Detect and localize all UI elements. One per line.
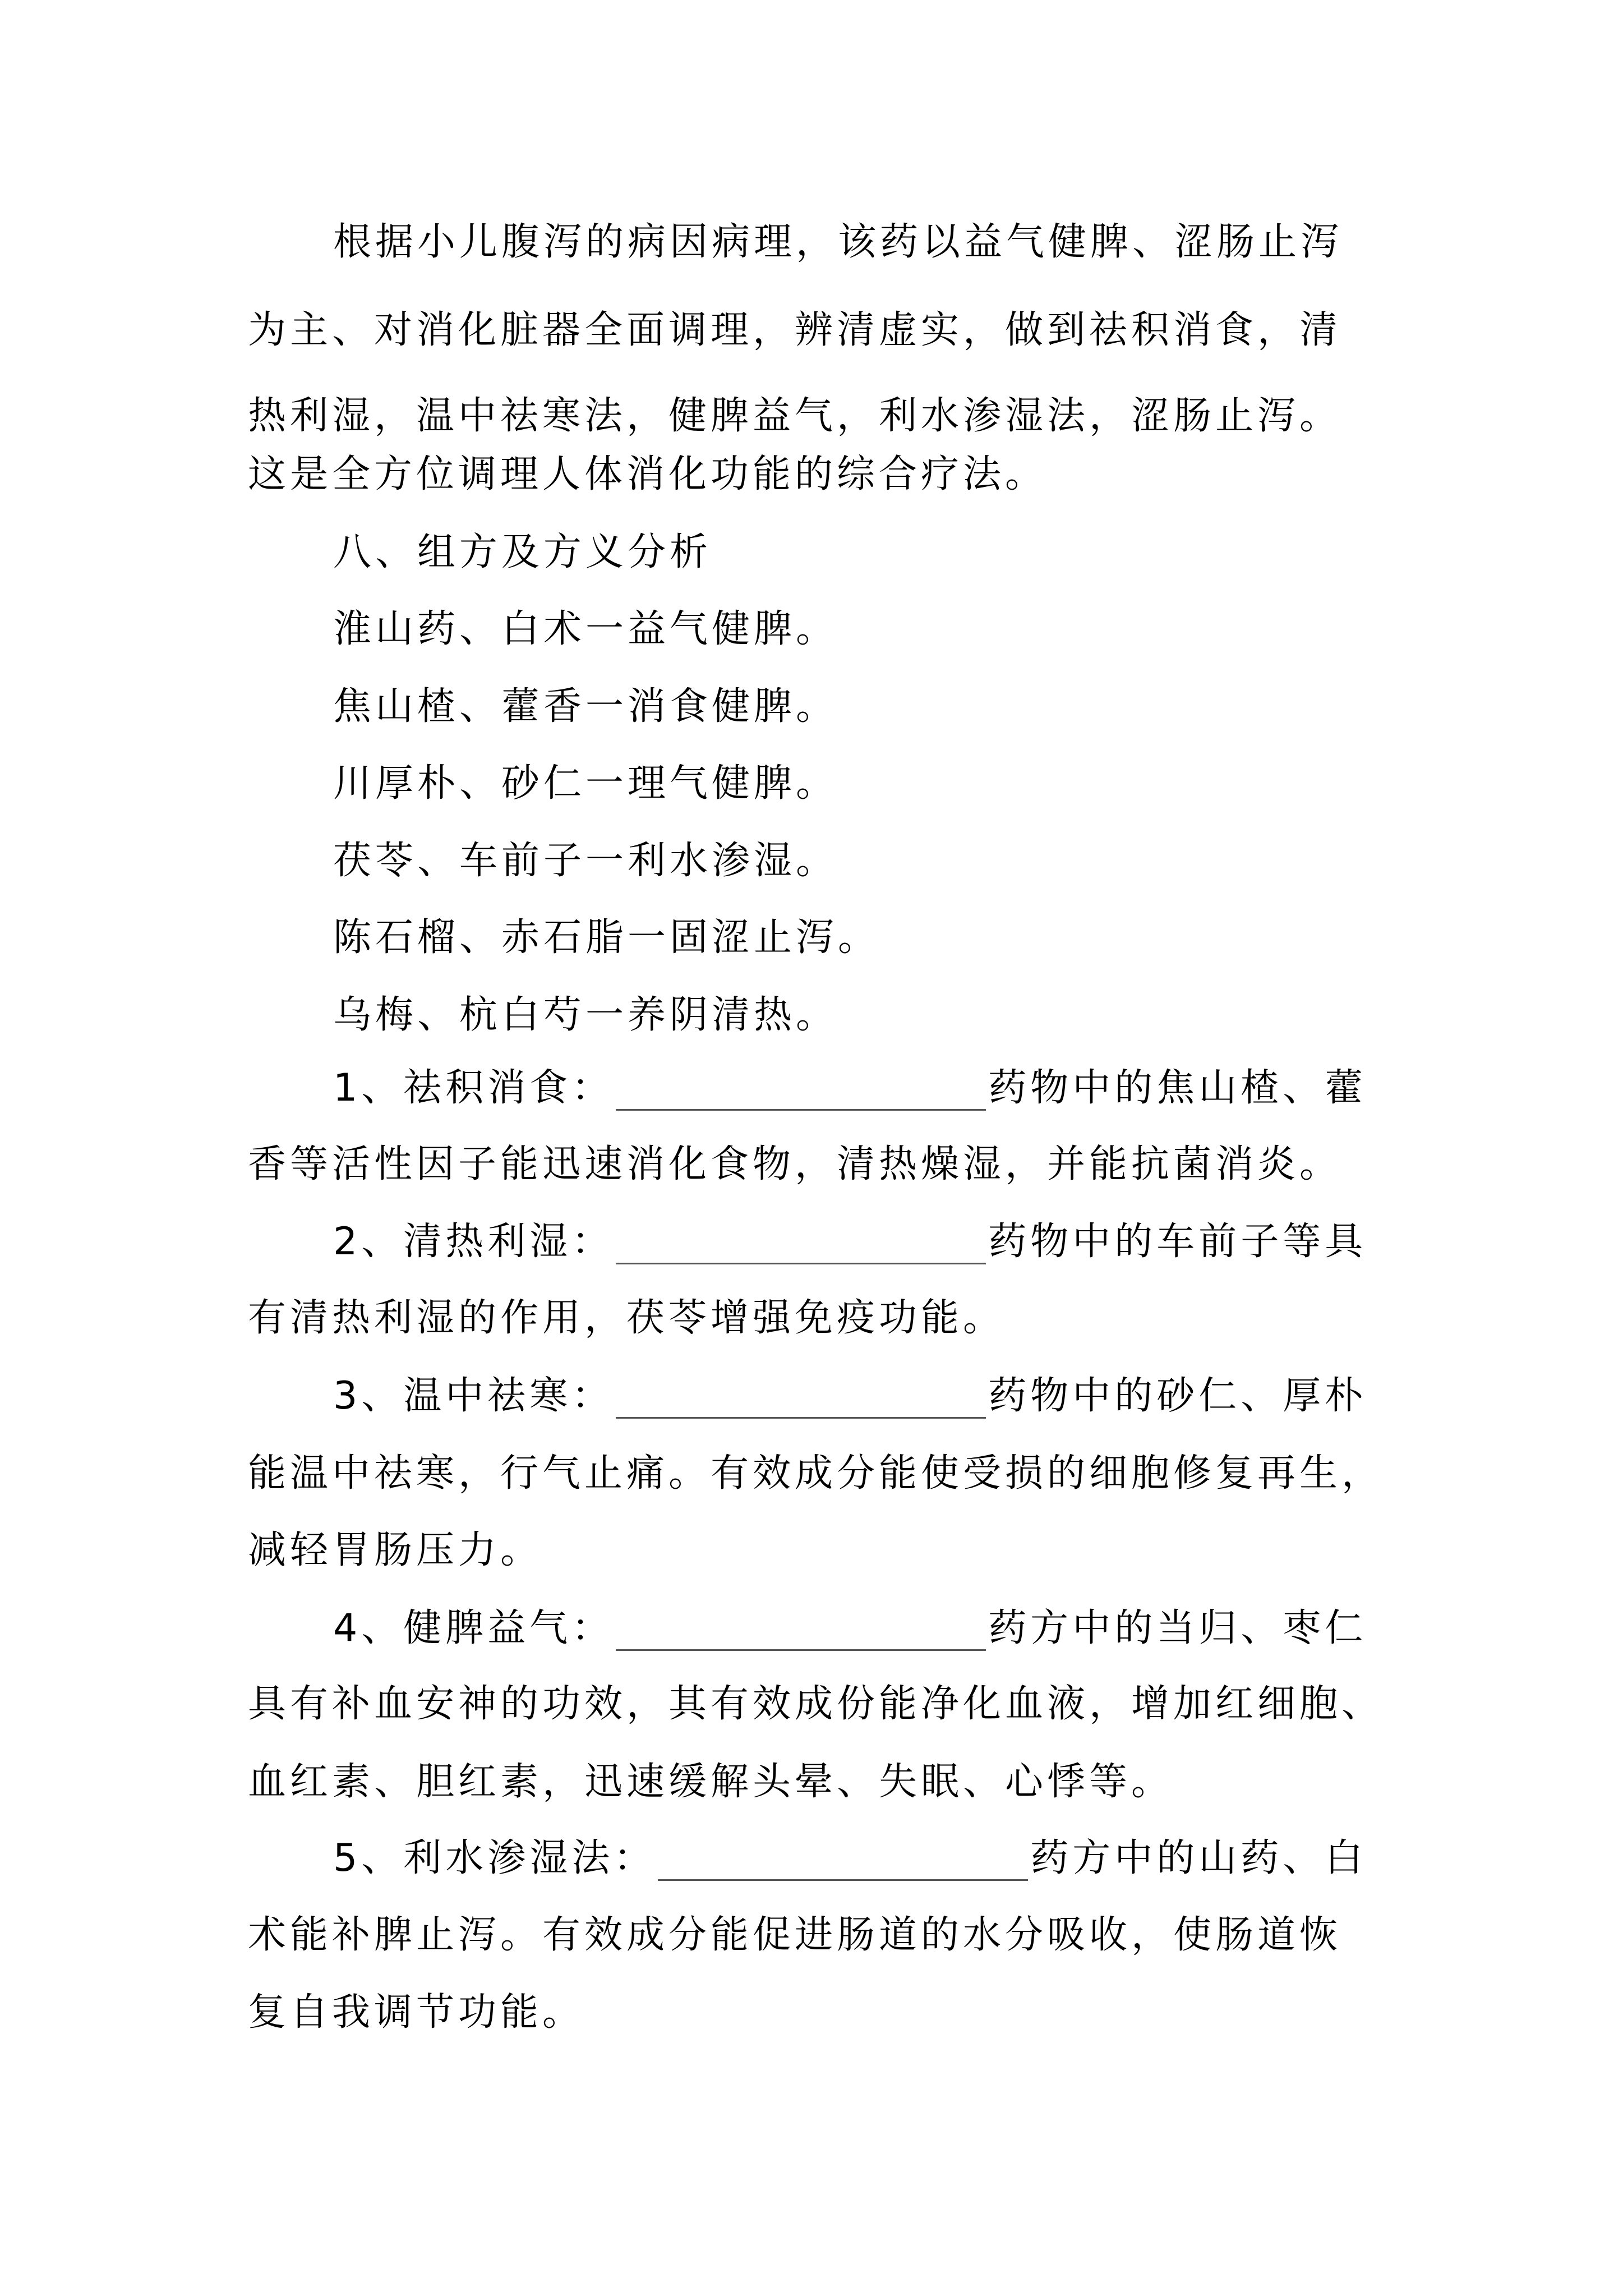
item-3-label: 3、温中祛寒： [333, 1374, 614, 1418]
item-3-line-3: 减轻胃肠压力。 [248, 1528, 543, 1572]
intro-line-1: 根据小儿腹泻的病因病理，该药以益气健脾、涩肠止泻 [333, 220, 1343, 264]
fill-in-blank [658, 1846, 1028, 1881]
item-3-first-tail: 药物中的砂仁、厚朴 [988, 1374, 1367, 1418]
item-1-first-tail: 药物中的焦山楂、藿 [988, 1066, 1367, 1110]
formula-line-2: 焦山楂、藿香一消食健脾。 [333, 684, 838, 729]
fill-in-blank [616, 1383, 986, 1419]
intro-line-2: 为主、对消化脏器全面调理，辨清虚实，做到祛积消食，清 [248, 308, 1342, 352]
formula-line-3: 川厚朴、砂仁一理气健脾。 [333, 761, 838, 806]
item-5-first-tail: 药方中的山药、白 [1030, 1836, 1367, 1880]
item-2-line-2: 有清热利湿的作用，茯苓增强免疫功能。 [248, 1296, 1006, 1340]
item-3-line-2: 能温中祛寒，行气止痛。有效成分能使受损的细胞修复再生， [248, 1451, 1384, 1496]
item-2-first-line [333, 1220, 1367, 1264]
formula-line-6: 乌梅、杭白芍一养阴清热。 [333, 993, 838, 1037]
item-4-line-3: 血红素、胆红素，迅速缓解头晕、失眠、心悸等。 [248, 1760, 1174, 1804]
item-3-first-line [333, 1374, 1367, 1419]
item-2-label: 2、清热利湿： [333, 1220, 614, 1264]
item-1-line-2: 香等活性因子能迅速消化食物，清热燥湿，并能抗菌消炎。 [248, 1142, 1342, 1186]
formula-line-1: 淮山药、白术一益气健脾。 [333, 607, 838, 651]
item-5-first-line [333, 1836, 1367, 1881]
item-5-line-2: 术能补脾止泻。有效成分能促进肠道的水分吸收，使肠道恢 [248, 1913, 1342, 1957]
item-4-first-tail: 药方中的当归、枣仁 [988, 1606, 1367, 1650]
item-4-first-line [333, 1606, 1367, 1651]
formula-line-4: 茯苓、车前子一利水渗湿。 [333, 839, 838, 883]
fill-in-blank [616, 1075, 986, 1111]
intro-line-4: 这是全方位调理人体消化功能的综合疗法。 [248, 452, 1048, 496]
fill-in-blank [616, 1229, 986, 1264]
section-heading: 八、组方及方义分析 [333, 530, 712, 574]
item-2-first-tail: 药物中的车前子等具 [988, 1220, 1367, 1264]
intro-line-3: 热利湿，温中祛寒法，健脾益气，利水渗湿法，涩肠止泻。 [248, 394, 1342, 438]
formula-line-5: 陈石榴、赤石脂一固涩止泻。 [333, 915, 880, 960]
fill-in-blank [616, 1616, 986, 1651]
item-5-label: 5、利水渗湿法： [333, 1836, 656, 1880]
item-5-line-3: 复自我调节功能。 [248, 1990, 585, 2035]
item-1-first-line [333, 1066, 1367, 1111]
item-4-line-2: 具有补血安神的功效，其有效成份能净化血液，增加红细胞、 [248, 1682, 1384, 1726]
item-1-label: 1、祛积消食： [333, 1066, 614, 1110]
item-4-label: 4、健脾益气： [333, 1606, 614, 1650]
